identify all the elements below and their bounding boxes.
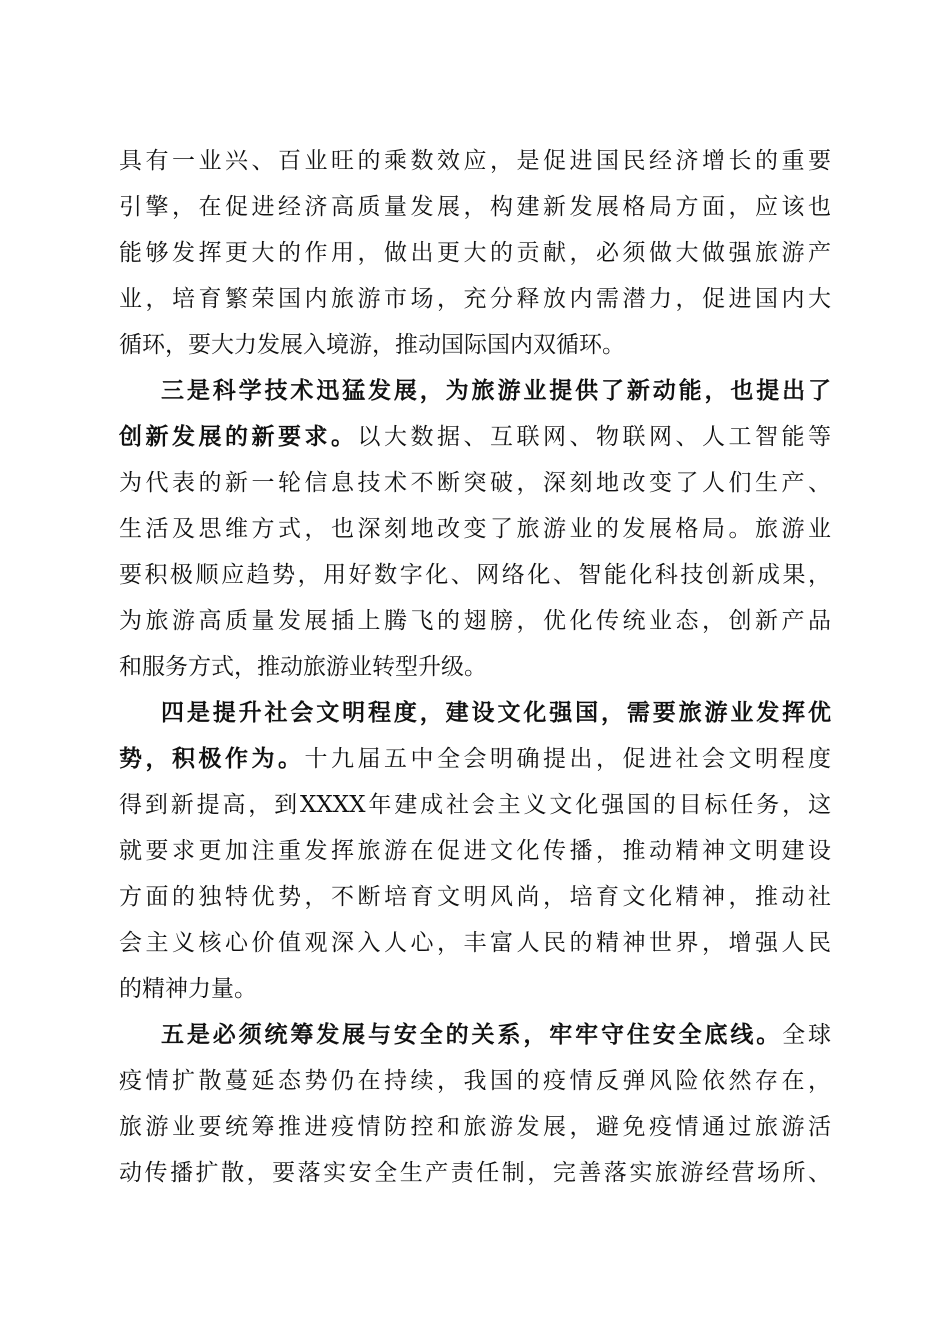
paragraph-heading-line: 四是提升社会文明程度，建设文化强国，需要旅游业发挥优 [161, 699, 831, 726]
paragraph-heading: 五是必须统筹发展与安全的关系，牢牢守住安全底线。 [161, 1021, 783, 1048]
text-line: 得到新提高，到XXXX年建成社会主义文化强国的目标任务，这 [119, 792, 831, 818]
document-body [119, 138, 831, 1196]
text-line: 具有一业兴、百业旺的乘数效应，是促进国民经济增长的重要 [119, 148, 831, 174]
text-line: 生活及思维方式，也深刻地改变了旅游业的发展格局。旅游业 [119, 516, 831, 542]
text-line: 旅游业要统筹推进疫情防控和旅游发展，避免疫情通过旅游活 [119, 1114, 831, 1140]
paragraph-1 [119, 138, 831, 368]
paragraph-3 [119, 690, 831, 1012]
text-segment: 以大数据、互联网、物联网、人工智能等 [357, 424, 831, 450]
text-line: 疫情扩散蔓延态势仍在持续，我国的疫情反弹风险依然存在， [119, 1068, 831, 1094]
text-line: 动传播扩散，要落实安全生产责任制，完善落实旅游经营场所、 [119, 1160, 831, 1186]
text-line: 能够发挥更大的作用，做出更大的贡献，必须做大做强旅游产 [119, 240, 831, 266]
paragraph-heading-end: 创新发展的新要求。 [119, 423, 358, 450]
text-line [119, 1012, 831, 1058]
paragraph-heading-end: 势，积极作为。 [119, 745, 305, 772]
paragraph-2 [119, 368, 831, 690]
text-line [119, 414, 831, 460]
text-line: 为旅游高质量发展插上腾飞的翅膀，优化传统业态，创新产品 [119, 608, 831, 634]
text-segment: 全球 [782, 1022, 832, 1048]
paragraph-heading-line: 三是科学技术迅猛发展，为旅游业提供了新动能，也提出了 [161, 377, 831, 404]
text-line: 的精神力量。 [119, 976, 257, 1002]
text-line: 为代表的新一轮信息技术不断突破，深刻地改变了人们生产、 [119, 470, 831, 496]
text-segment: 十九届五中全会明确提出，促进社会文明程度 [304, 746, 831, 772]
text-line: 循环，要大力发展入境游，推动国际国内双循环。 [119, 332, 625, 358]
text-line: 业，培育繁荣国内旅游市场，充分释放内需潜力，促进国内大 [119, 286, 831, 312]
text-line: 就要求更加注重发挥旅游在促进文化传播，推动精神文明建设 [119, 838, 831, 864]
text-line: 方面的独特优势，不断培育文明风尚，培育文化精神，推动社 [119, 884, 831, 910]
text-line: 会主义核心价值观深入人心，丰富人民的精神世界，增强人民 [119, 930, 831, 956]
text-line: 要积极顺应趋势，用好数字化、网络化、智能化科技创新成果， [119, 562, 831, 588]
text-line: 引擎，在促进经济高质量发展，构建新发展格局方面，应该也 [119, 194, 831, 220]
text-line [119, 736, 831, 782]
paragraph-4 [119, 1012, 831, 1196]
text-line: 和服务方式，推动旅游业转型升级。 [119, 654, 487, 680]
